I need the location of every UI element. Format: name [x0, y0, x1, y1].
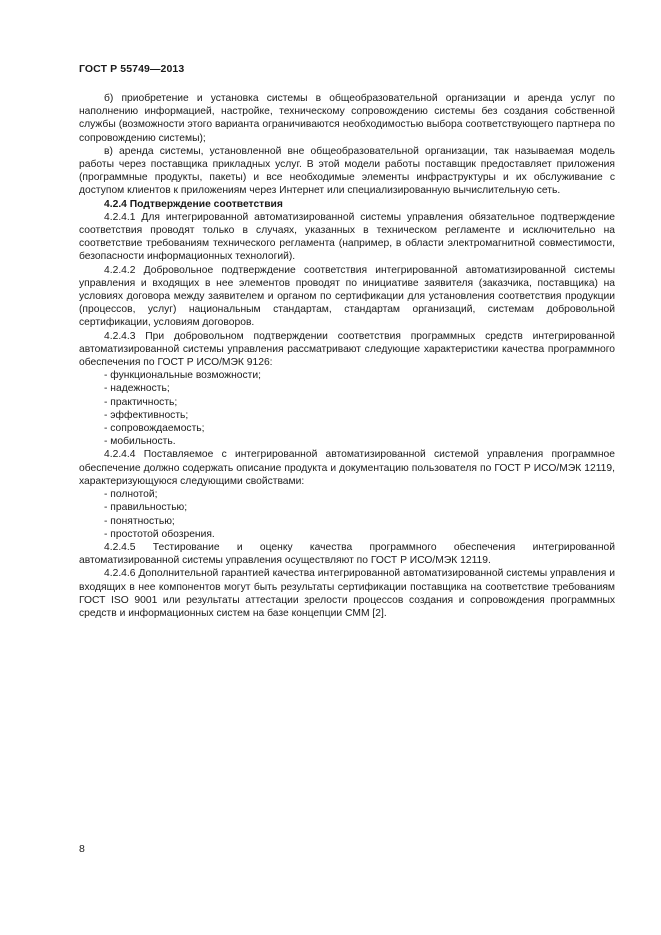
- paragraph-option-b: б) приобретение и установка системы в общеобразовательной организации и аренда услуг по наполнению информацией, настройке, техническому сопровождению системы без создания собственной службы (возможности этого варианта ограничиваются необходимостью выбора соответствующего партнера по сопровождению системы);: [79, 93, 615, 144]
- list-item: - понятностью;: [104, 515, 175, 527]
- list-item: - простотой обозрения.: [104, 528, 215, 540]
- list-item: - мобильность.: [104, 436, 176, 448]
- list-item: - надежность;: [104, 383, 170, 395]
- paragraph-4-2-4-2: 4.2.4.2 Добровольное подтверждение соответствия интегрированной автоматизированной системы управления и входящих в нее элементов проводят по инициативе заявителя (заказчика, поставщика) на условиях договора между заявителем и органом по сертификации для установления соответствия продукции (процессов, услуг) национальным стандартам, стандартам организаций, системам добровольной сертификации, условиям договоров.: [79, 264, 615, 329]
- documentation-properties-list: [79, 488, 615, 541]
- list-item: - полнотой;: [104, 489, 158, 501]
- paragraph-4-2-4-3: 4.2.4.3 При добровольном подтверждении соответствия программных средств интегрированной автоматизированной системы управления рассматривают следующие характеристики качества программного обеспечения по ГОСТ Р ИСО/МЭК 9126:: [79, 330, 615, 369]
- quality-characteristics-list: [79, 369, 615, 448]
- paragraph-4-2-4-1: 4.2.4.1 Для интегрированной автоматизированной системы управления обязательное подтверждение соответствия проводят только в случаях, указанных в техническом регламенте и исключительно на соответствие требованиям технического регламента (например, в области электромагнитной совместимости, безопасности информационных технологий).: [79, 211, 615, 263]
- section-heading: 4.2.4 Подтверждение соответствия: [104, 198, 283, 210]
- paragraph-4-2-4-6: 4.2.4.6 Дополнительной гарантией качества интегрированной автоматизированной системы управления и входящих в нее компонентов могут быть результаты сертификации поставщика на соответствие требованиям ГОСТ ISO 9001 или результаты аттестации зрелости процессов создания и сопровождения программных средств и информационных систем на базе концепции CMM [2].: [79, 568, 615, 619]
- paragraph-option-v: в) аренда системы, установленной вне общеобразовательной организации, так называемая модель работы через поставщика прикладных услуг. В этой модели работы поставщик предоставляет приложения (программные продукты, пакеты) и все необходимые элементы инфраструктуры и их обслуживание с доступом клиентов к приложениям через Интернет или специализированную вычислительную сеть.: [79, 145, 615, 197]
- paragraph-4-2-4-4: 4.2.4.4 Поставляемое с интегрированной автоматизированной системой управления программное обеспечение должно содержать описание продукта и документацию пользователя по ГОСТ Р ИСО/МЭК 12119, характеризующуюся следующими свойствами:: [79, 449, 615, 487]
- page-number: 8: [79, 843, 85, 855]
- list-item: - правильностью;: [104, 502, 188, 514]
- list-item: - эффективность;: [104, 409, 189, 421]
- list-item: - функциональные возможности;: [104, 370, 261, 382]
- list-item: - практичность;: [104, 396, 178, 408]
- list-item: - сопровождаемость;: [104, 423, 205, 435]
- paragraph-4-2-4-5: 4.2.4.5 Тестирование и оценку качества программного обеспечения интегрированной автоматизированной системы управления осуществляют по ГОСТ Р ИСО/МЭК 12119.: [79, 541, 615, 567]
- document-header: ГОСТ Р 55749—2013: [79, 63, 185, 75]
- document-body: [79, 92, 615, 620]
